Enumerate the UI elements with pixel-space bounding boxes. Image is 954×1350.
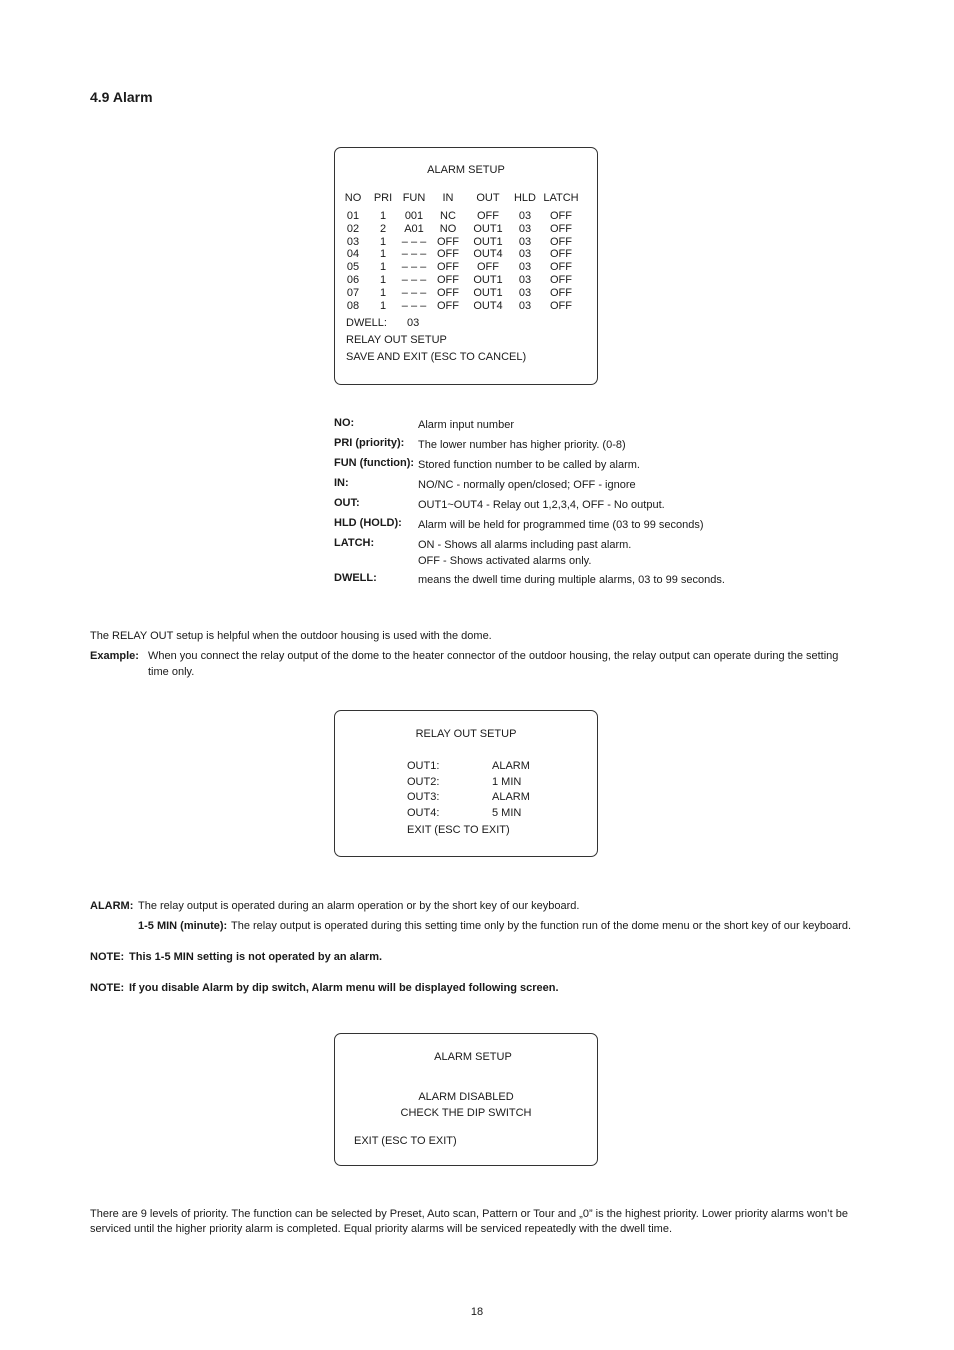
min-note-text: The relay output is operated during this setting time only by the function run of the dome menu or the short key of our keyboard. (231, 920, 852, 932)
table-cell: 03 (346, 235, 360, 248)
min-note-label: 1-5 MIN (minute): (138, 920, 228, 932)
definition-description: Alarm input number (418, 419, 514, 431)
table-cell: 03 (518, 222, 532, 235)
table-cell: 07 (346, 286, 360, 299)
table-cell: 03 (518, 248, 532, 261)
check-dip-switch-text: CHECK THE DIP SWITCH (400, 1107, 532, 1119)
table-cell: 01 (346, 210, 360, 222)
definition-description: The lower number has higher priority. (0-8) (418, 439, 626, 451)
column-header: LATCH (543, 192, 579, 204)
table-cell: NC (440, 210, 456, 222)
table-cell: OFF (477, 210, 499, 222)
table-cell: OFF (550, 274, 572, 286)
alarm-setup-screen (334, 147, 598, 385)
definition-term: OUT: (334, 497, 360, 509)
relay-exit-item: EXIT (ESC TO EXIT) (407, 824, 510, 836)
table-cell: OFF (437, 274, 459, 286)
relay-setup-title: RELAY OUT SETUP (415, 728, 517, 740)
alarm-table-row (335, 274, 597, 287)
example-label: Example: (90, 650, 139, 662)
table-cell: – – – (401, 299, 427, 312)
relay-output-value: ALARM (492, 791, 530, 803)
definition-description: Stored function number to be called by alarm. (418, 459, 640, 471)
alarm-table-row (335, 287, 597, 300)
table-cell: OFF (437, 248, 459, 261)
priority-para-line1: There are 9 levels of priority. The function can be selected by Preset, Auto scan, Pattern or Tour and „0” is the highest priority. Lower priority alarms won’t be (90, 1208, 848, 1220)
relay-out-setup-screen (334, 710, 598, 857)
disabled-screen-title: ALARM SETUP (434, 1051, 512, 1063)
table-cell: OUT1 (473, 222, 503, 235)
table-cell: 1 (379, 299, 387, 312)
table-cell: OFF (437, 286, 459, 299)
table-cell: OUT1 (473, 235, 503, 248)
table-cell: 2 (379, 222, 387, 235)
column-header: NO (344, 192, 362, 204)
alarm-note-label: ALARM: (90, 900, 134, 912)
table-cell: OFF (477, 261, 499, 274)
table-cell: 1 (379, 210, 387, 222)
table-cell: A01 (404, 222, 424, 235)
alarm-table-row (335, 261, 597, 274)
note1-label: NOTE: (90, 951, 125, 963)
definition-description: OUT1~OUT4 - Relay out 1,2,3,4, OFF - No output. (418, 499, 665, 511)
table-cell: OUT4 (473, 299, 503, 312)
table-cell: 04 (346, 248, 360, 261)
table-cell: OFF (437, 299, 459, 312)
definition-description: Alarm will be held for programmed time (03 to 99 seconds) (418, 519, 704, 531)
relay-output-value: 1 MIN (492, 775, 522, 788)
table-cell: 03 (518, 210, 532, 222)
definition-description: NO/NC - normally open/closed; OFF - ignore (418, 479, 636, 491)
column-header: FUN (402, 192, 426, 204)
table-cell: 1 (379, 261, 387, 274)
definition-term: HLD (HOLD): (334, 517, 402, 529)
definition-description: ON - Shows all alarms including past alarm. (418, 539, 632, 551)
table-cell: – – – (401, 286, 427, 299)
definition-term: IN: (334, 477, 349, 489)
table-cell: – – – (401, 248, 427, 261)
alarm-note-text: The relay output is operated during an alarm operation or by the short key of our keyboard. (138, 900, 580, 912)
alarm-disabled-screen (334, 1033, 598, 1166)
relay-output-label: OUT1: (407, 760, 440, 772)
column-header: HLD (513, 192, 536, 204)
table-cell: – – – (401, 235, 427, 248)
table-cell: OFF (550, 286, 572, 299)
table-cell: 1 (379, 286, 387, 299)
table-cell: – – – (401, 274, 427, 286)
alarm-setup-title: ALARM SETUP (427, 164, 505, 176)
table-cell: 1 (379, 274, 387, 286)
dwell-value: 03 (407, 317, 420, 329)
definition-term: PRI (priority): (334, 437, 405, 449)
alarm-table-header (335, 192, 597, 205)
definition-term: LATCH: (334, 537, 375, 549)
definition-description: means the dwell time during multiple alarms, 03 to 99 seconds. (418, 574, 725, 586)
priority-para-line2: serviced until the higher priority alarm is completed. Equal priority alarms will be serviced repeatedly with the dwell time. (90, 1223, 673, 1235)
definition-term: DWELL: (334, 572, 377, 584)
example-text-line1: When you connect the relay output of the dome to the heater connector of the outdoor housing, the relay output can operate during the setting (148, 650, 839, 662)
relay-out-setup-item: RELAY OUT SETUP (346, 334, 447, 346)
table-cell: OFF (550, 299, 572, 312)
dwell-label: DWELL: (346, 317, 387, 329)
relay-output-value: ALARM (492, 760, 530, 772)
page-number: 18 (470, 1306, 484, 1318)
table-cell: NO (439, 222, 457, 235)
note2-label: NOTE: (90, 982, 125, 994)
table-cell: 08 (346, 299, 360, 312)
table-cell: – – – (401, 261, 427, 274)
table-cell: 03 (518, 286, 532, 299)
relay-output-label: OUT2: (407, 775, 440, 788)
table-cell: OFF (550, 235, 572, 248)
alarm-table-row (335, 300, 597, 313)
relay-output-label: OUT3: (407, 791, 440, 803)
save-exit-item: SAVE AND EXIT (ESC TO CANCEL) (346, 351, 527, 363)
column-header: OUT (476, 192, 500, 204)
table-cell: 001 (404, 210, 424, 222)
alarm-table-row (335, 210, 597, 223)
note2-text: If you disable Alarm by dip switch, Alarm menu will be displayed following screen. (129, 982, 559, 994)
relay-output-label: OUT4: (407, 806, 440, 819)
table-cell: 1 (379, 235, 387, 248)
column-header: IN (442, 192, 454, 204)
table-cell: 03 (518, 299, 532, 312)
table-cell: 06 (346, 274, 360, 286)
note1-text: This 1-5 MIN setting is not operated by an alarm. (129, 951, 383, 963)
alarm-disabled-text: ALARM DISABLED (418, 1091, 514, 1103)
table-cell: OFF (437, 261, 459, 274)
relay-intro-text: The RELAY OUT setup is helpful when the outdoor housing is used with the dome. (90, 630, 492, 642)
table-cell: OFF (437, 235, 459, 248)
definition-term: NO: (334, 417, 355, 429)
table-cell: 03 (518, 274, 532, 286)
table-cell: OFF (550, 248, 572, 261)
column-header: PRI (373, 192, 393, 204)
table-cell: OUT4 (473, 248, 503, 261)
alarm-table-row (335, 223, 597, 236)
table-cell: OFF (550, 261, 572, 274)
table-cell: OFF (550, 222, 572, 235)
table-cell: OUT1 (473, 274, 503, 286)
table-cell: 1 (379, 248, 387, 261)
definition-description: OFF - Shows activated alarms only. (418, 555, 592, 567)
table-cell: 03 (518, 261, 532, 274)
table-cell: 05 (346, 261, 360, 274)
disabled-exit-item: EXIT (ESC TO EXIT) (354, 1135, 457, 1147)
table-cell: 03 (518, 235, 532, 248)
table-cell: 02 (346, 222, 360, 235)
table-cell: OUT1 (473, 286, 503, 299)
definition-term: FUN (function): (334, 457, 415, 469)
example-text-line2: time only. (148, 666, 195, 678)
section-heading: 4.9 Alarm (90, 89, 153, 105)
alarm-table-row (335, 248, 597, 261)
table-cell: OFF (550, 210, 572, 222)
alarm-table-row (335, 236, 597, 249)
relay-output-value: 5 MIN (492, 806, 522, 819)
